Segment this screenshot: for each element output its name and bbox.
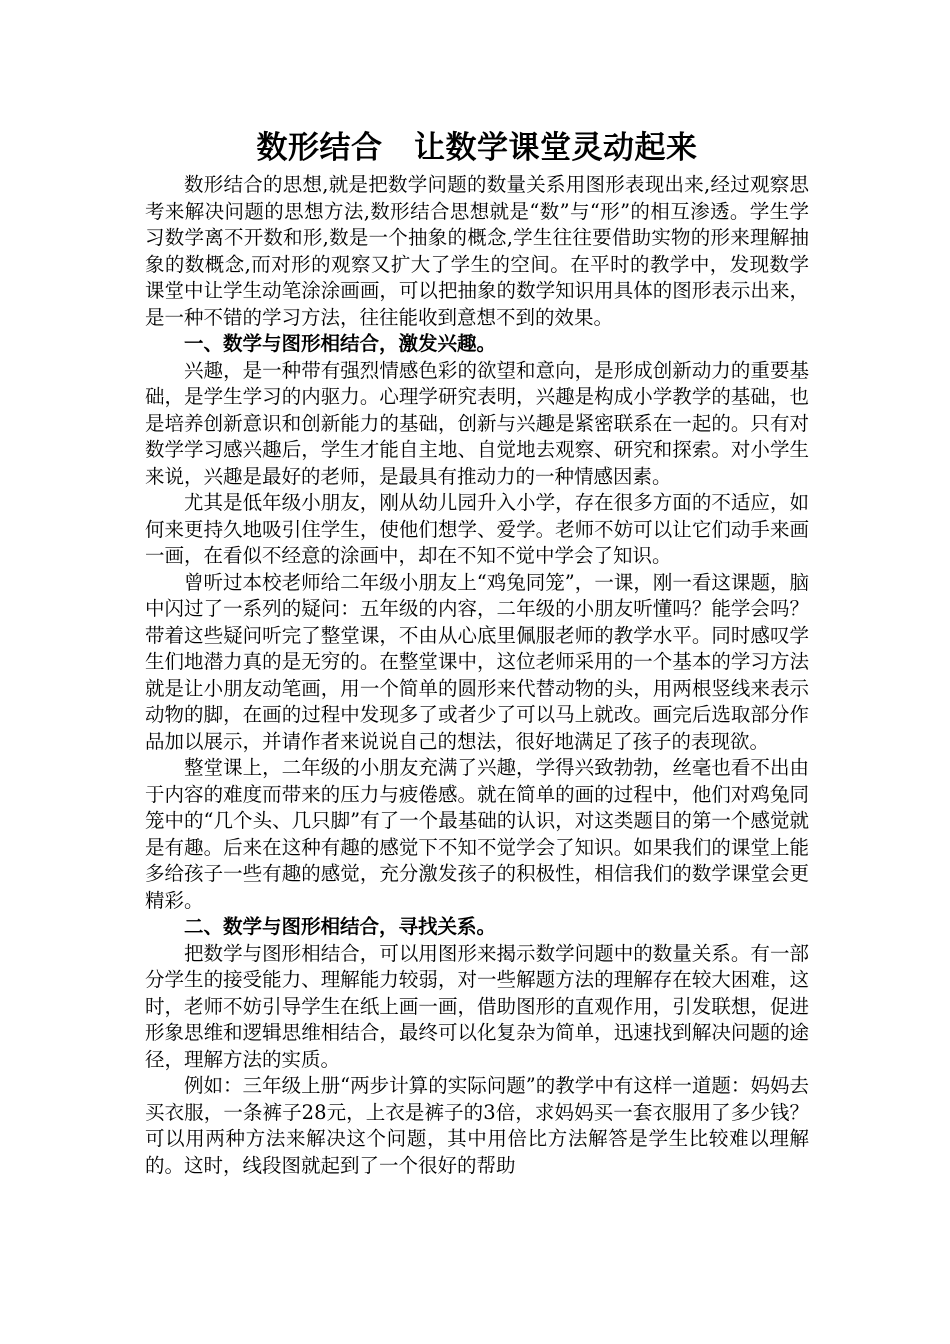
- paragraph-relations: 把数学与图形相结合，可以用图形来揭示数学问题中的数量关系。有一部分学生的接受能力、理解能力较弱，对一些解题方法的理解存在较大困难，这时，老师不妨引导学生在纸上画一画，借助图形的直观作用，引发联想，促进形象思维和逻辑思维相结合，最终可以化复杂为简单，迅速找到解决问题的途径，理解方法的实质。: [145, 941, 809, 1071]
- page-title: 数形结合 让数学课堂灵动起来: [256, 130, 698, 166]
- paragraph-low-grade: 尤其是低年级小朋友，刚从幼儿园升入小学，存在很多方面的不适应，如何来更持久地吸引住学生，使他们想学、爱学。老师不妨可以让它们动手来画一画，在看似不经意的涂画中，却在不知不觉中学会了知识。: [145, 491, 809, 567]
- paragraph-whole-class: 整堂课上，二年级的小朋友充满了兴趣，学得兴致勃勃，丝毫也看不出由于内容的难度而带来的压力与疲倦感。就在简单的画的过程中，他们对鸡兔同笼中的“几个头、几只脚”有了一个最基础的认识，对这类题目的第一个感觉就是有趣。后来在这种有趣的感觉下不知不觉学会了知识。如果我们的课堂上能多给孩子一些有趣的感觉，充分激发孩子的积极性，相信我们的数学课堂会更精彩。: [145, 756, 809, 912]
- paragraph-interest: 兴趣，是一种带有强烈情感色彩的欲望和意向，是形成创新动力的重要基础，是学生学习的内驱力。心理学研究表明，兴趣是构成小学教学的基础，也是培养创新意识和创新能力的基础，创新与兴趣是紧密联系在一起的。只有对数学学习感兴趣后，学生才能自主地、自觉地去观察、研究和探索。对小学生来说，兴趣是最好的老师，是最具有推动力的一种情感因素。: [145, 358, 809, 488]
- section-heading-2: 二、数学与图形相结合，寻找关系。: [184, 915, 497, 938]
- section-heading-1: 一、数学与图形相结合，激发兴趣。: [184, 332, 497, 355]
- paragraph-chicken-rabbit: 曾听过本校老师给二年级小朋友上“鸡兔同笼”，一课，刚一看这课题，脑中闪过了一系列的疑问：五年级的内容，二年级的小朋友听懂吗？能学会吗？带着这些疑问听完了整堂课，不由从心底里佩服老师的教学水平。同时感叹学生们地潜力真的是无穷的。在整堂课中，这位老师采用的一个基本的学习方法就是让小朋友动笔画，用一个简单的圆形来代替动物的头，用两根竖线来表示动物的脚，在画的过程中发现多了或者少了可以马上就改。画完后选取部分作品加以展示，并请作者来说说自己的想法，很好地满足了孩子的表现欲。: [145, 570, 809, 753]
- paragraph-example: 例如：三年级上册“两步计算的实际问题”的教学中有这样一道题：妈妈去买衣服，一条裤子28元，上衣是裤子的3倍，求妈妈买一套衣服用了多少钱？可以用两种方法来解决这个问题，其中用倍比方法解答是学生比较难以理解的。这时，线段图就起到了一个很好的帮助: [145, 1074, 809, 1177]
- document-body: [145, 128, 809, 1179]
- paragraph-intro: 数形结合的思想,就是把数学问题的数量关系用图形表现出来,经过观察思考来解决问题的思想方法,数形结合思想就是“数”与“形”的相互渗透。学生学习数学离不开数和形,数是一个抽象的概念,学生往往要借助实物的形来理解抽象的数概念,而对形的观察又扩大了学生的空间。在平时的教学中，发现数学课堂中让学生动笔涂涂画画，可以把抽象的数学知识用具体的图形表示出来，是一种不错的学习方法，往往能收到意想不到的效果。: [145, 173, 809, 329]
